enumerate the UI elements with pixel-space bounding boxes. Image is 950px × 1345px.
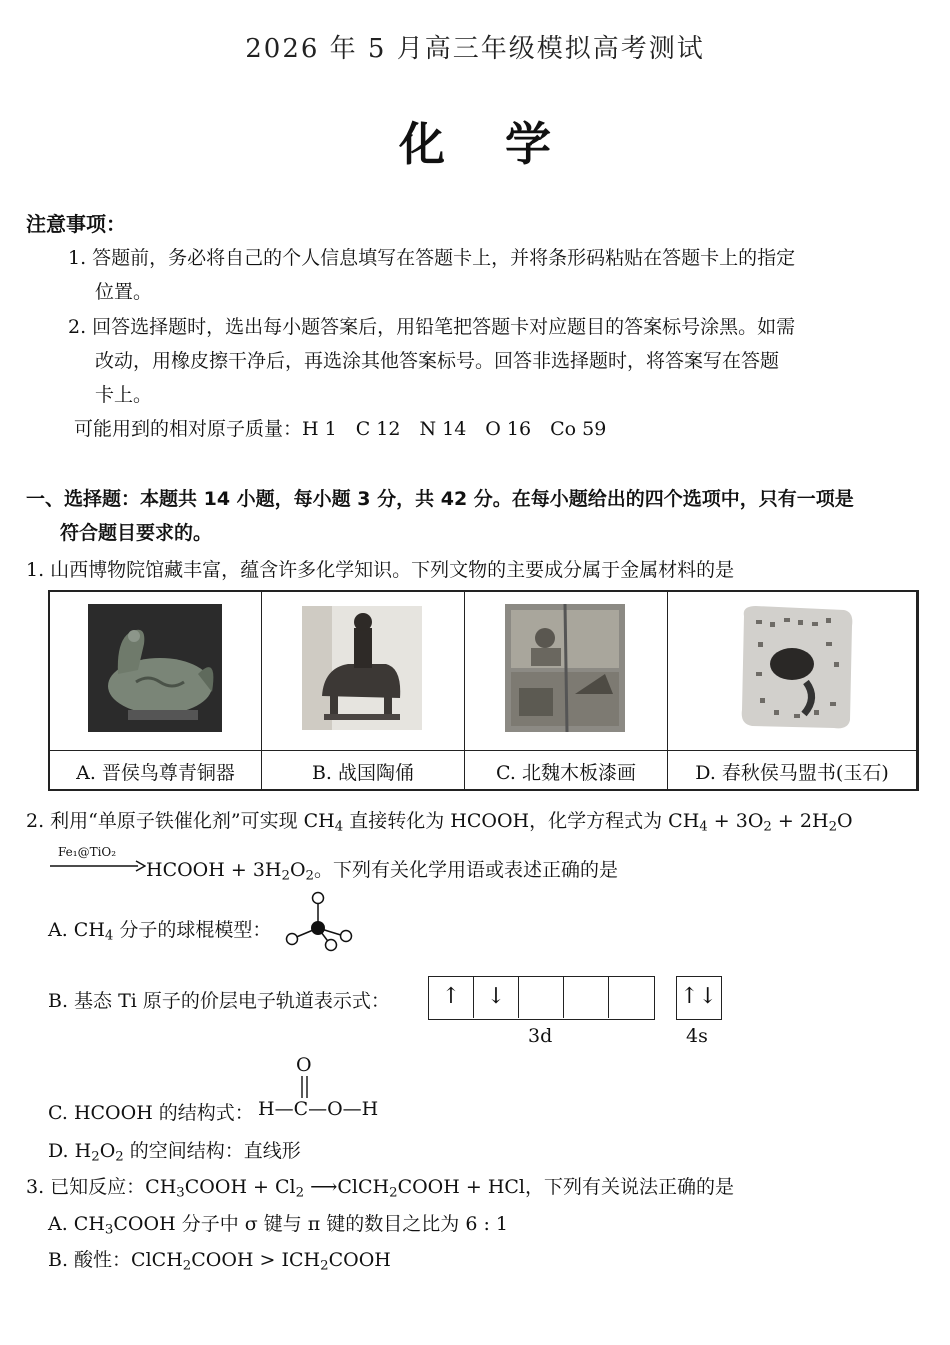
option-d-label: D. 春秋侯马盟书(玉石) [695, 762, 889, 784]
sub-4: 4 [699, 819, 708, 835]
q2-option-d-a: D. H [48, 1140, 92, 1162]
q3-option-b [48, 1245, 391, 1272]
q2-option-d-c: 的空间结构：直线形 [123, 1140, 301, 1162]
label-3d: 3d [528, 1025, 553, 1047]
orbital-box [564, 977, 609, 1018]
q3-option-a-b: COOH 分子中 σ 键与 π 键的数目之比为 6 : 1 [113, 1213, 509, 1235]
orbital-4s-box [676, 976, 722, 1020]
q1-stem: 1. 山西博物院馆藏丰富，蕴含许多化学知识。下列文物的主要成分属于金属材料的是 [26, 559, 735, 581]
label-4s: 4s [686, 1025, 708, 1047]
q2-stem-e: O [837, 810, 853, 832]
struct-carbonyl-oxygen: O [296, 1054, 312, 1076]
option-a-label: A. 晋侯鸟尊青铜器 [76, 762, 235, 784]
q3-stem-b: COOH + Cl [184, 1176, 296, 1198]
orbital-box: ↑↓ [680, 984, 717, 1009]
jade-covenant-tablet-photo [734, 602, 856, 732]
ch4-ball-stick-model [282, 890, 360, 952]
sub-2: 2 [182, 1258, 192, 1274]
q2-option-a-text-b: 分子的球棍模型： [113, 919, 272, 941]
sub-2: 2 [115, 1149, 124, 1165]
sub-2: 2 [320, 1258, 329, 1274]
orbital-box: ↑ [429, 977, 474, 1018]
catalyst-label: Fe₁@TiO₂ [58, 845, 117, 859]
q2-product-line [146, 855, 618, 882]
q2-stem-c: + 3O [707, 810, 764, 832]
subject-title: 化学 [399, 117, 611, 171]
q3-stem [26, 1172, 734, 1199]
q2-option-a-text: A. CH [48, 919, 105, 941]
reaction-arrow [50, 860, 146, 872]
notice-heading: 注意事项： [26, 212, 126, 236]
caption-row-divider [50, 750, 917, 790]
double-bond-symbol [299, 1076, 311, 1100]
atomic-mass-line: 可能用到的相对原子质量：H 1 C 12 N 14 O 16 Co 59 [74, 418, 607, 440]
terracotta-figure-photo [302, 606, 422, 730]
sub-2: 2 [763, 819, 772, 835]
q2-product-a: HCOOH + 3H [146, 859, 282, 881]
q3-option-a [48, 1209, 508, 1236]
q2-stem-d: + 2H [771, 810, 829, 832]
q3-option-b-a: B. 酸性：ClCH [48, 1249, 183, 1271]
sub-2: 2 [389, 1185, 398, 1201]
orbital-3d-boxes [428, 976, 655, 1020]
notice-item-2c: 卡上。 [95, 384, 153, 406]
option-c-label: C. 北魏木板漆画 [496, 762, 636, 784]
q2-option-b: B. 基态 Ti 原子的价层电子轨道表示式： [48, 990, 390, 1012]
orbital-box [519, 977, 564, 1018]
q2-stem-line [26, 806, 853, 833]
notice-item-1b: 位置。 [95, 281, 153, 303]
section-heading-a: 一、选择题：本题共 14 小题，每小题 3 分，共 42 分。在每小题给出的四个选项中，只有一项是 [26, 488, 854, 510]
option-b-label: B. 战国陶俑 [311, 762, 415, 784]
q2-option-c: C. HCOOH 的结构式： [48, 1102, 254, 1124]
q2-option-d [48, 1136, 301, 1163]
sub-4: 4 [334, 819, 344, 835]
sub-3: 3 [176, 1185, 185, 1201]
struct-chain: H—C—O—H [258, 1098, 379, 1120]
sub-2: 2 [295, 1185, 305, 1201]
sub-2: 2 [305, 868, 315, 884]
sub-3: 3 [104, 1222, 114, 1238]
q3-option-b-c: COOH [328, 1249, 391, 1271]
bronze-bird-vessel-photo [88, 604, 222, 732]
notice-item-2b: 改动，用橡皮擦干净后，再选涂其他答案标号。回答非选择题时，将答案写在答题 [95, 350, 780, 372]
q2-product-b: O [289, 859, 306, 881]
q2-stem-b: 直接转化为 HCOOH，化学方程式为 CH [343, 810, 700, 832]
q2-product-c: 。下列有关化学用语或表述正确的是 [314, 859, 619, 881]
orbital-box: ↓ [474, 977, 519, 1018]
q3-stem-c: ⟶ClCH [304, 1176, 390, 1198]
q2-stem-a: 2. 利用“单原子铁催化剂”可实现 CH [26, 810, 335, 832]
lacquer-painting-photo [505, 604, 625, 732]
q3-option-b-b: COOH > ICH [191, 1249, 321, 1271]
sub-4: 4 [104, 928, 114, 944]
q3-option-a-a: A. CH [48, 1213, 105, 1235]
sub-2: 2 [281, 868, 290, 884]
q2-option-d-b: O [99, 1140, 116, 1162]
notice-item-1a: 1. 答题前，务必将自己的个人信息填写在答题卡上，并将条形码粘贴在答题卡上的指定 [68, 247, 796, 269]
sub-2: 2 [828, 819, 838, 835]
sub-2: 2 [91, 1149, 100, 1165]
section-heading-b: 符合题目要求的。 [60, 522, 213, 544]
q1-artifact-table [48, 590, 919, 791]
notice-item-2a: 2. 回答选择题时，选出每小题答案后，用铅笔把答题卡对应题目的答案标号涂黑。如需 [68, 316, 796, 338]
q3-stem-d: COOH + HCl，下列有关说法正确的是 [397, 1176, 735, 1198]
orbital-box [609, 977, 654, 1018]
q2-option-a [48, 915, 271, 942]
q3-stem-a: 3. 已知反应：CH [26, 1176, 177, 1198]
exam-title: 2026 年 5 月高三年级模拟高考测试 [245, 34, 705, 64]
